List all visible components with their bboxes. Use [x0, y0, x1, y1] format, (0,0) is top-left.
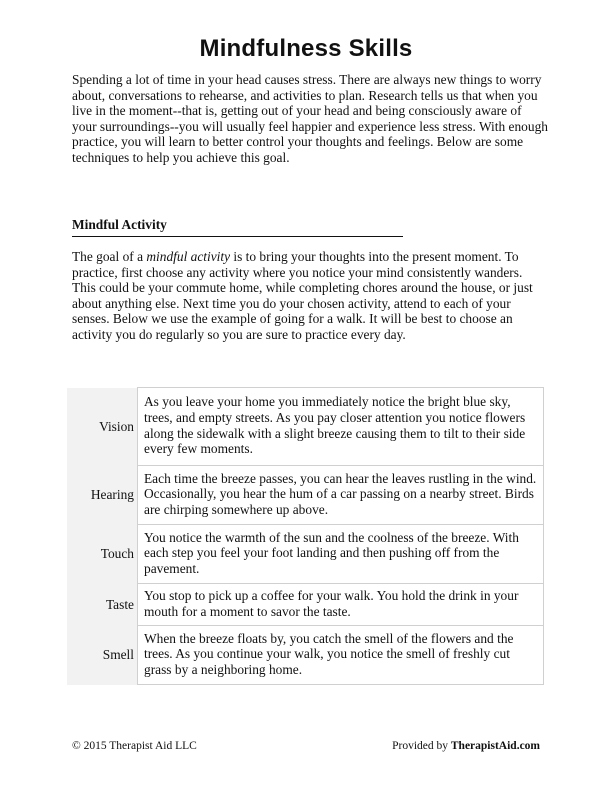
page-title: Mindfulness Skills — [199, 35, 413, 62]
activity-term: mindful activity — [146, 249, 231, 264]
table-row — [67, 525, 544, 584]
table-row — [67, 626, 544, 685]
table-row — [67, 466, 544, 525]
sense-description: Each time the breeze passes, you can hear the leaves rustling in the wind. Occasionally, you hear the hum of a car passing on a nearby street. Birds are chirping somewhere up above. — [138, 466, 544, 525]
sense-label: Vision — [67, 388, 138, 466]
table-row — [67, 388, 544, 466]
sense-label: Taste — [67, 584, 138, 626]
sense-description: As you leave your home you immediately notice the bright blue sky, trees, and empty streets. As you pay closer attention you notice flowers along the sidewalk with a slight breeze causing them to tilt to their side every few moments. — [138, 388, 544, 466]
activity-text-start: The goal of a — [72, 249, 147, 264]
section-title: Mindful Activity — [72, 217, 167, 232]
sense-label: Touch — [67, 525, 138, 584]
sense-label: Hearing — [67, 466, 138, 525]
footer-provider — [392, 740, 540, 752]
footer-copyright: © 2015 Therapist Aid LLC — [72, 740, 197, 752]
sense-description: When the breeze floats by, you catch the smell of the flowers and the trees. As you continue your walk, you notice the smell of freshly cut grass by a neighboring home. — [138, 626, 544, 685]
sense-label: Smell — [67, 626, 138, 685]
footer-brand-link[interactable]: TherapistAid.com — [450, 740, 540, 752]
sense-description: You notice the warmth of the sun and the coolness of the breeze. With each step you feel your foot landing and then pushing off from the pavement. — [138, 525, 544, 584]
intro-paragraph: Spending a lot of time in your head causes stress. There are always new things to worry about, conversations to rehearse, and activities to plan. Research tells us that when you live in the moment--that is, getting out of your head and being consciously aware of your surroundings--you will usually feel happier and experience less stress. With enough practice, you will learn to better control your thoughts and feelings. Below are some techniques to help you achieve this goal. — [72, 72, 548, 165]
sense-description: You stop to pick up a coffee for your walk. You hold the drink in your mouth for a moment to savor the taste. — [138, 584, 544, 626]
activity-text-rest: is to bring your thoughts into the present moment. To practice, first choose any activity where you notice your mind consistently wanders. This could be your commute home, while completing chores around the house, or just about anything else. Next time you do your chosen activity, attend to each of your senses. Below we use the example of going for a walk. It will be best to choose an activity you do regularly so you are sure to practice every day. — [72, 249, 533, 342]
senses-table — [67, 387, 544, 685]
table-row — [67, 584, 544, 626]
activity-paragraph — [72, 249, 548, 343]
section-divider — [72, 236, 403, 237]
footer-provided-by: Provided by — [392, 740, 451, 752]
